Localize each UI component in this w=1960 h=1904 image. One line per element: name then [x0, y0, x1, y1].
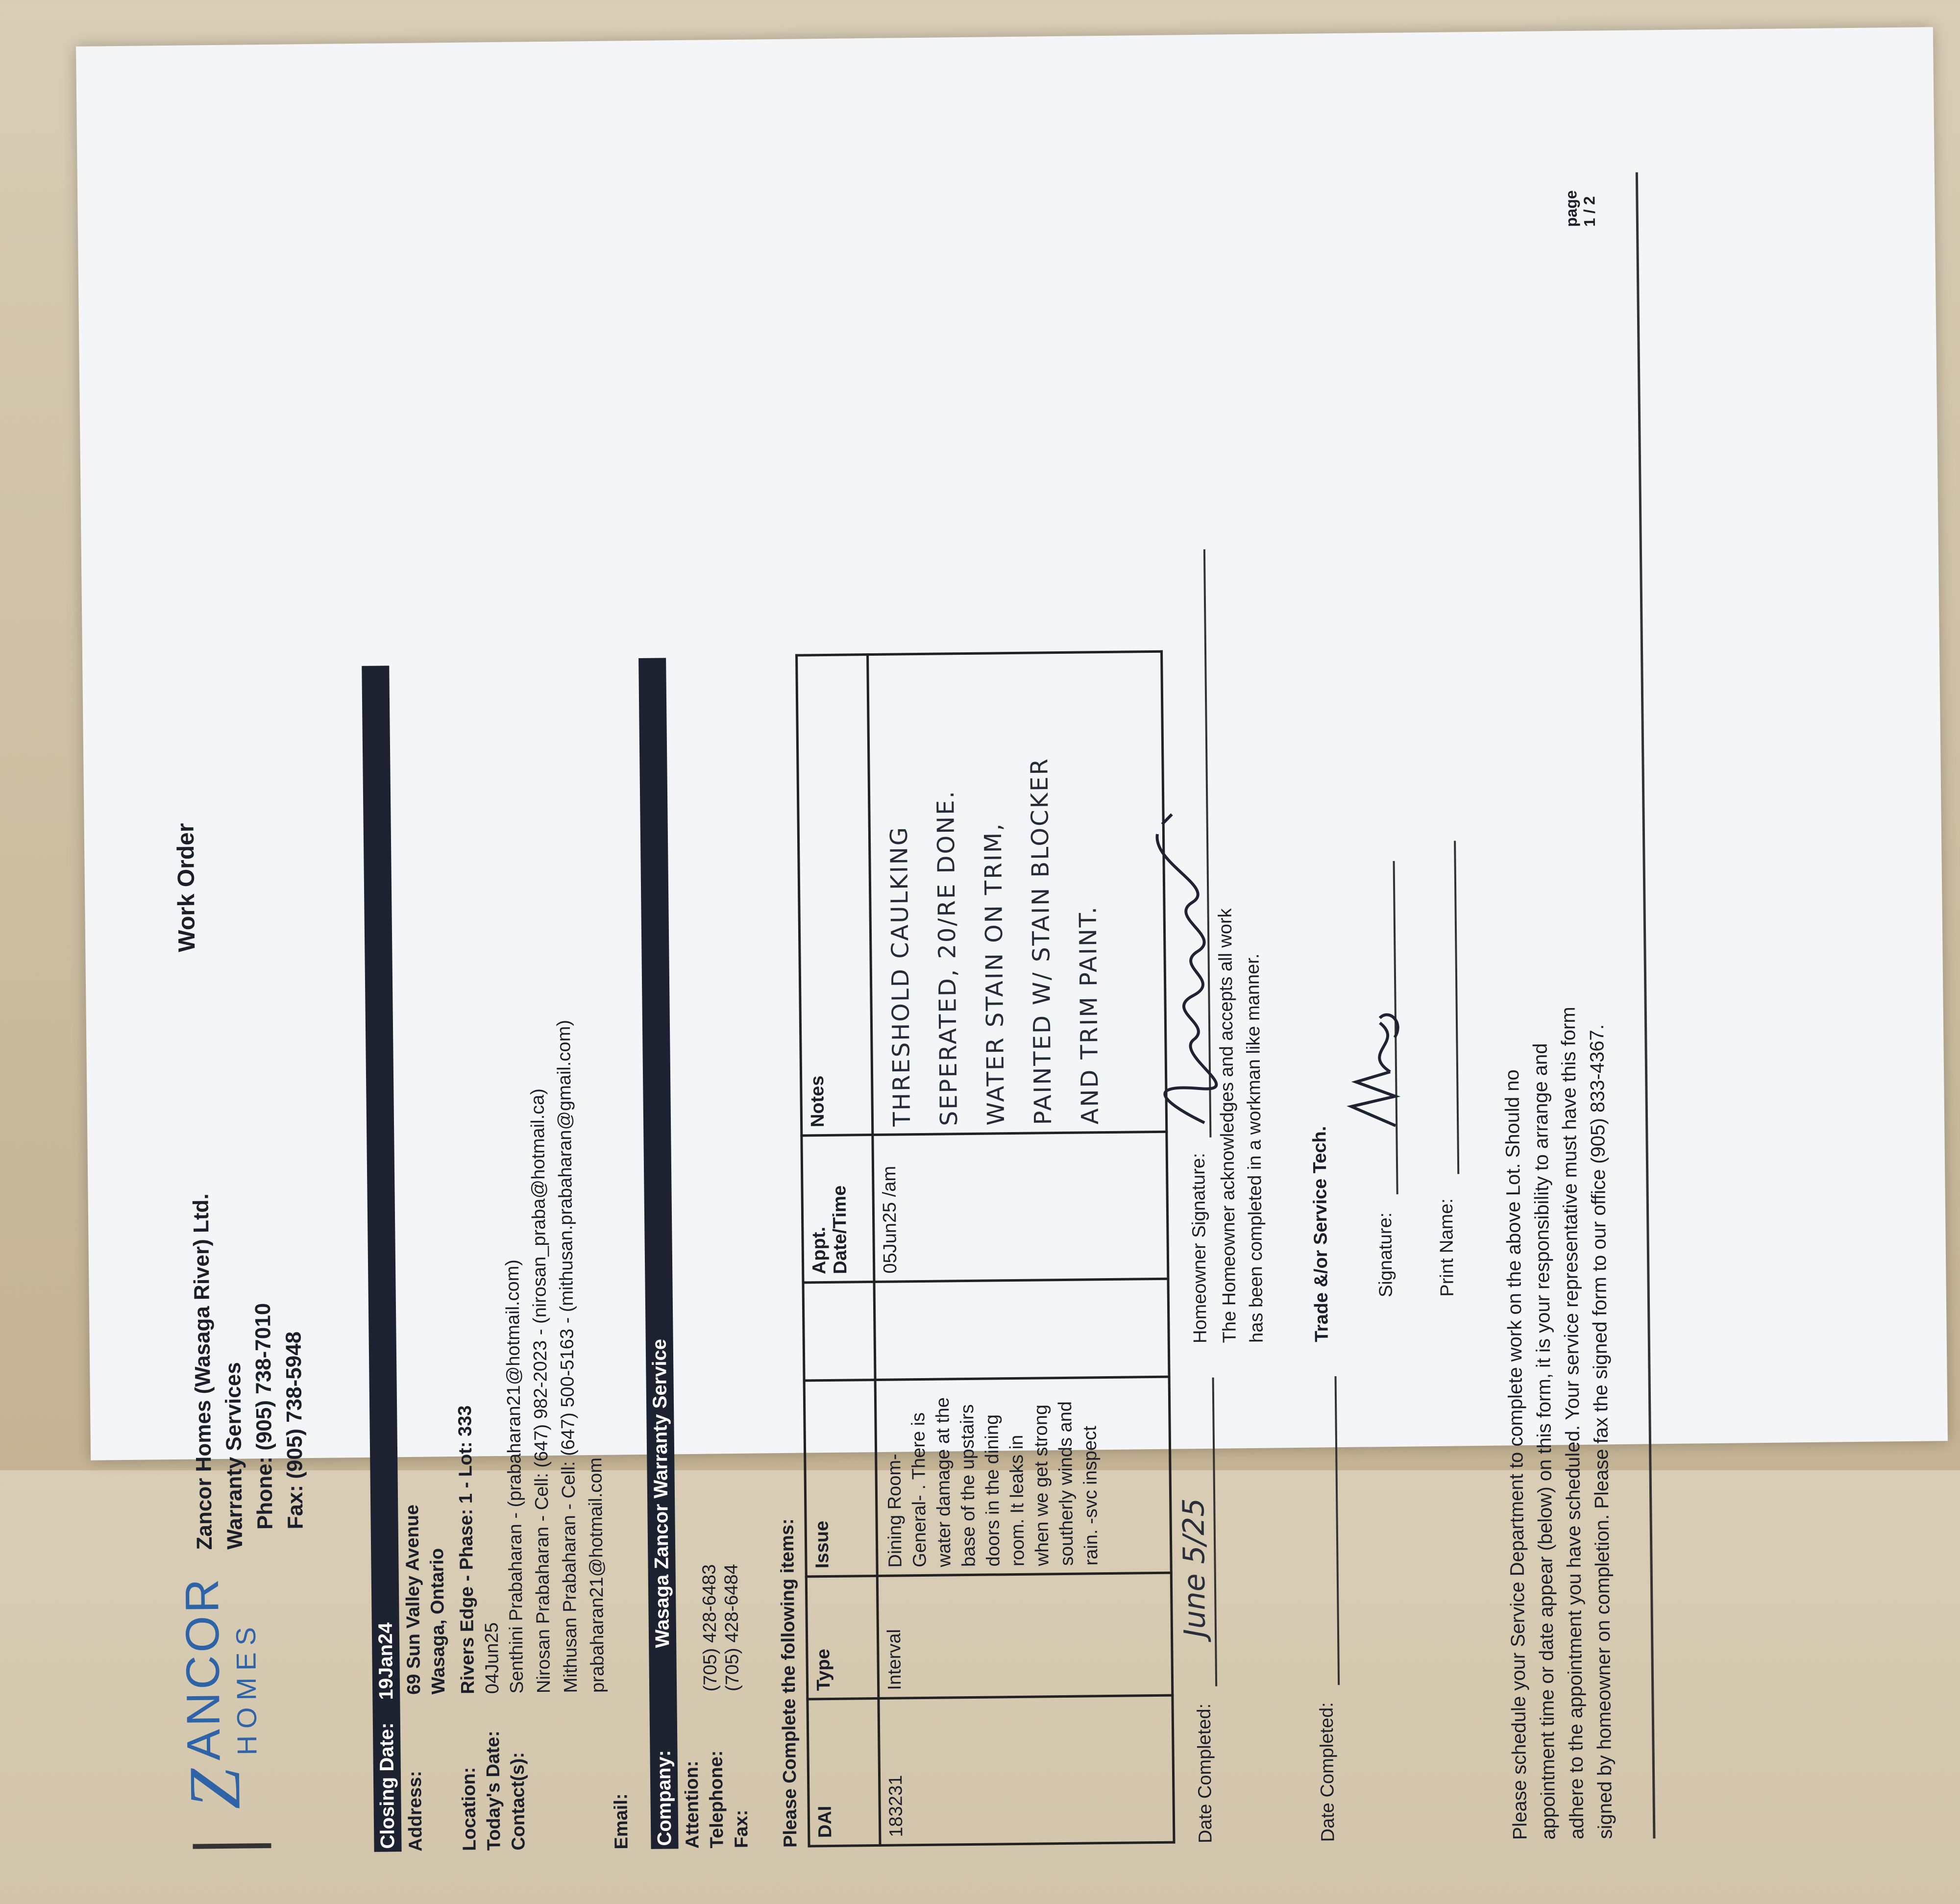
col-header-appt: Appt. Date/Time	[802, 1135, 874, 1283]
print-name-line	[1454, 841, 1459, 1174]
attention-label: Attention:	[681, 1760, 703, 1849]
date-completed2-line	[1335, 1376, 1340, 1685]
footer-line: signed by homeowner on completion. Please fax the signed form to our office (905) 833-4367.	[1586, 1024, 1617, 1839]
location-value: Rivers Edge - Phase: 1 - Lot: 333	[455, 1405, 479, 1694]
page-number: page 1 / 2	[1562, 190, 1599, 227]
todays-date-value: 04Jun25	[481, 1622, 503, 1694]
col-header-type: Type	[806, 1576, 879, 1699]
table-row	[868, 651, 1174, 1845]
footer-rule	[1636, 173, 1656, 1839]
work-order-page	[80, 190, 1952, 1904]
cell-dai: 183231	[879, 1695, 1174, 1845]
location-label: Location:	[458, 1767, 480, 1851]
page-title: Work Order	[172, 823, 200, 952]
corner-mark	[193, 1843, 271, 1849]
email-label: Email:	[611, 1793, 632, 1850]
telephone-value: (705) 428-6483	[699, 1564, 721, 1692]
date-completed-handwritten: June 5/25	[1176, 1498, 1213, 1638]
cell-notes	[868, 651, 1167, 1135]
col-header-dai: DAI	[808, 1698, 880, 1846]
contact-item: Mithusan Prabaharan - Cell: (647) 500-5163 - (mithusan.prabaharan@gmail.com)	[553, 1019, 582, 1693]
signature-label: Signature:	[1375, 1212, 1396, 1298]
contact-item: Senthini Prabaharan - (prabaharan21@hotmail.com)	[502, 1259, 528, 1694]
acknowledgement-line2: has been completed in a workman like manner.	[1242, 953, 1267, 1343]
date-completed2-label: Date Completed:	[1316, 1702, 1339, 1842]
logo-z-mark: Z	[173, 1768, 256, 1810]
handwritten-note-line: WATER STAIN ON TRIM,	[979, 822, 1010, 1126]
cell-appt: 05Jun25 /am	[873, 1132, 1168, 1282]
cell-issue: Dining Room- General- . There is water damage at the base of the upstairs doors in the dining room. It leaks in when we get strong southerly winds and rain. -svc inspect	[875, 1377, 1171, 1576]
col-header-notes: Notes	[797, 655, 873, 1136]
handwritten-note-line: THRESHOLD CAULKING	[885, 825, 916, 1127]
items-header-row	[797, 655, 880, 1846]
cell-type: Interval	[877, 1573, 1173, 1698]
trade-heading: Trade &/or Service Tech.	[1309, 1126, 1332, 1342]
todays-date-label: Today's Date:	[483, 1731, 505, 1851]
telephone-label: Telephone:	[706, 1750, 728, 1849]
address-label: Address:	[404, 1770, 426, 1852]
company-bar	[638, 658, 678, 1849]
fax-value: (705) 428-6484	[721, 1564, 743, 1692]
col-header-blank	[803, 1282, 875, 1381]
email-value: prabaharan21@hotmail.com	[585, 1457, 609, 1693]
company-fax: Fax: (905) 738-5948	[281, 1331, 308, 1530]
col-header-issue: Issue	[804, 1380, 877, 1576]
company-name: Zancor Homes (Wasaga River) Ltd.	[189, 1193, 217, 1550]
handwritten-note-line: PAINTED W/ STAIN BLOCKER	[1026, 757, 1057, 1125]
logo-homes-text: HOMES	[230, 1620, 263, 1756]
tech-signature	[1340, 979, 1410, 1136]
closing-date-value: 19Jan24	[374, 1622, 397, 1700]
cell-blank	[874, 1279, 1169, 1380]
print-name-label: Print Name:	[1436, 1198, 1458, 1297]
homeowner-signature-label: Homeowner Signature:	[1188, 1153, 1211, 1344]
footer-line: adhere to the appointment you have scheduled. Your service representative must have this form	[1557, 1007, 1588, 1840]
homeowner-signature	[1142, 775, 1225, 1129]
address-line1: 69 Sun Valley Avenue	[402, 1504, 425, 1695]
handwritten-note-line: AND TRIM PAINT.	[1074, 905, 1104, 1125]
company-bar-label: Company:	[653, 1750, 676, 1846]
zancor-logo	[160, 1554, 290, 1810]
footer-line: Please schedule your Service Department to complete work on the above Lot. Should no	[1501, 1069, 1531, 1840]
fax-label: Fax:	[731, 1809, 752, 1849]
contact-item: Nirosan Prabaharan - Cell: (647) 982-2023 - (nirosan_praba@hotmail.ca)	[527, 1088, 555, 1694]
footer-instructions	[1492, 516, 1619, 1840]
closing-date-label: Closing Date:	[375, 1722, 399, 1849]
company-bar-value: Wasaga Zancor Warranty Service	[648, 1338, 674, 1648]
department-name: Warranty Services	[221, 1362, 247, 1550]
company-header	[182, 863, 311, 1550]
company-phone: Phone: (905) 738-7010	[250, 1303, 277, 1530]
date-completed-label: Date Completed:	[1194, 1703, 1216, 1844]
address-line2: Wasaga, Ontario	[427, 1548, 449, 1695]
logo-ancor-text: ANCOR	[175, 1576, 230, 1761]
closing-date-bar	[362, 666, 401, 1852]
handwritten-note-line: SEPERATED, 20/RE DONE.	[931, 789, 963, 1126]
acknowledgement-line1: The Homeowner acknowledges and accepts all work	[1215, 908, 1240, 1343]
items-table	[795, 650, 1175, 1848]
paper-sheet	[76, 27, 1948, 1852]
date-completed-line	[1212, 1378, 1218, 1686]
items-heading: Please Complete the following items:	[777, 1518, 801, 1848]
footer-line: appointment time or date appear (below) on this form, it is your responsibility to arrange and	[1529, 1043, 1560, 1840]
contacts-label: Contact(s):	[507, 1752, 529, 1851]
